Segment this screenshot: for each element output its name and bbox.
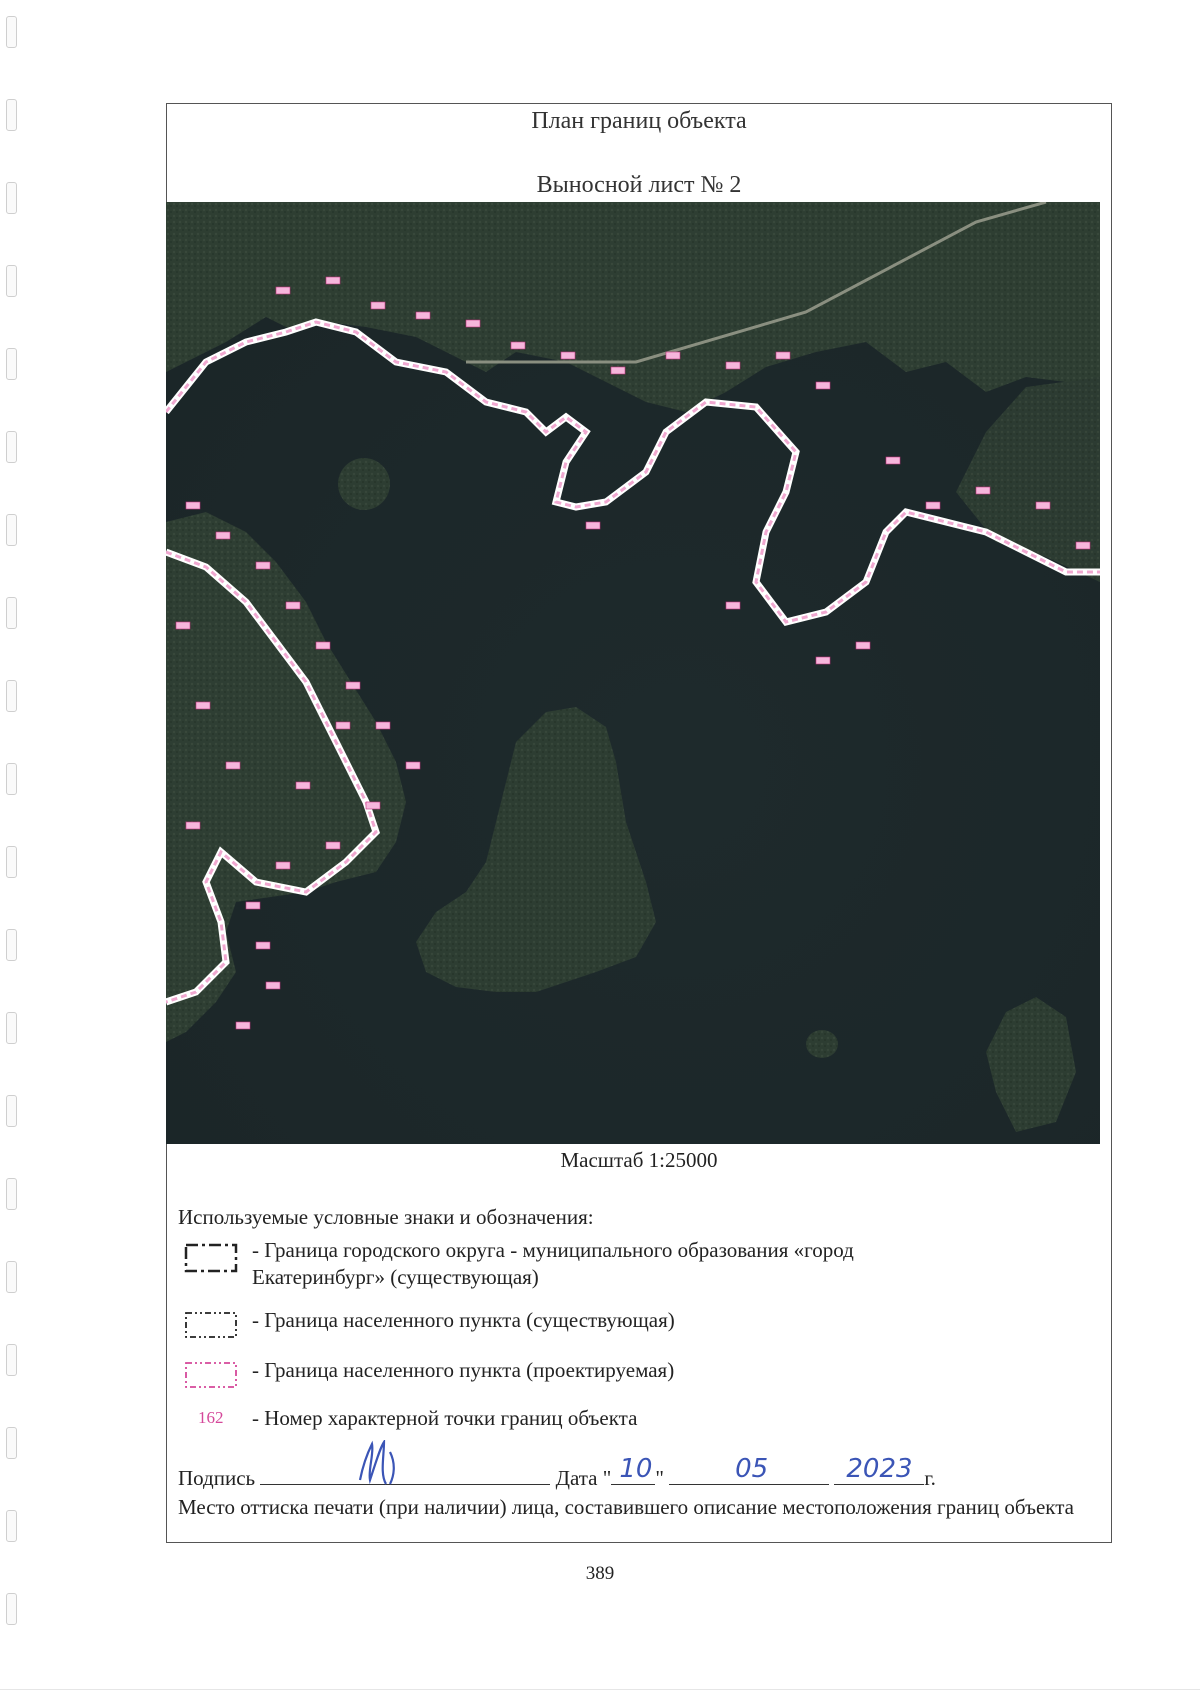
binder-hole: [6, 265, 17, 297]
binder-hole: [6, 514, 17, 546]
binder-hole: [6, 1593, 17, 1625]
dotted-boundary-icon: [182, 1309, 240, 1341]
binder-hole: [6, 597, 17, 629]
year-suffix: г.: [924, 1466, 936, 1490]
binder-hole: [6, 1012, 17, 1044]
binder-hole: [6, 680, 17, 712]
legend-item-label: - Граница городского округа - муниципального образования «город Екатеринбург» (существующая): [252, 1238, 854, 1289]
signature-line: Подпись Дата " 10 " 05 2023 г.: [178, 1462, 936, 1491]
signature-label: Подпись: [178, 1466, 256, 1490]
legend-item-label: - Граница населенного пункта (существующая): [252, 1308, 675, 1332]
handwritten-signature: [350, 1440, 420, 1486]
date-label: Дата: [555, 1466, 598, 1490]
small-island-2: [806, 1030, 838, 1058]
signature-field[interactable]: [260, 1462, 550, 1485]
legend-heading: Используемые условные знаки и обозначения:: [178, 1205, 594, 1229]
binder-hole: [6, 1095, 17, 1127]
binder-hole: [6, 1427, 17, 1459]
date-year-field[interactable]: 2023: [834, 1462, 924, 1485]
binder-hole: [6, 1178, 17, 1210]
map-canvas: [166, 202, 1100, 1144]
binder-hole: [6, 1261, 17, 1293]
sample-point-number: 162: [198, 1408, 224, 1427]
binder-hole: [6, 846, 17, 878]
page-number: 389: [585, 1563, 615, 1584]
pink-dotted-boundary-icon: [182, 1359, 240, 1391]
binder-holes: [6, 0, 28, 1698]
legend-item-label: - Номер характерной точки границ объекта: [252, 1406, 638, 1430]
binder-hole: [6, 763, 17, 795]
date-day-field[interactable]: 10: [611, 1462, 655, 1485]
binder-hole: [6, 348, 17, 380]
binder-hole: [6, 182, 17, 214]
page-footer-line: [0, 1689, 1200, 1690]
binder-hole: [6, 929, 17, 961]
page-title: План границ объекта: [531, 108, 747, 134]
page-subtitle: Выносной лист № 2: [536, 172, 742, 198]
legend-item-label: - Граница населенного пункта (проектируемая): [252, 1358, 675, 1382]
binder-hole: [6, 99, 17, 131]
map-scale: Масштаб 1:25000: [560, 1148, 718, 1172]
satellite-map[interactable]: [166, 202, 1100, 1144]
stamp-place-text: Место оттиска печати (при наличии) лица, составившего описание местоположения границ объекта: [178, 1495, 1074, 1519]
date-month-field[interactable]: 05: [669, 1462, 829, 1485]
binder-hole: [6, 1344, 17, 1376]
dash-dot-boundary-icon: [182, 1239, 240, 1275]
small-island-1: [338, 458, 390, 510]
binder-hole: [6, 1510, 17, 1542]
binder-hole: [6, 16, 17, 48]
binder-hole: [6, 431, 17, 463]
